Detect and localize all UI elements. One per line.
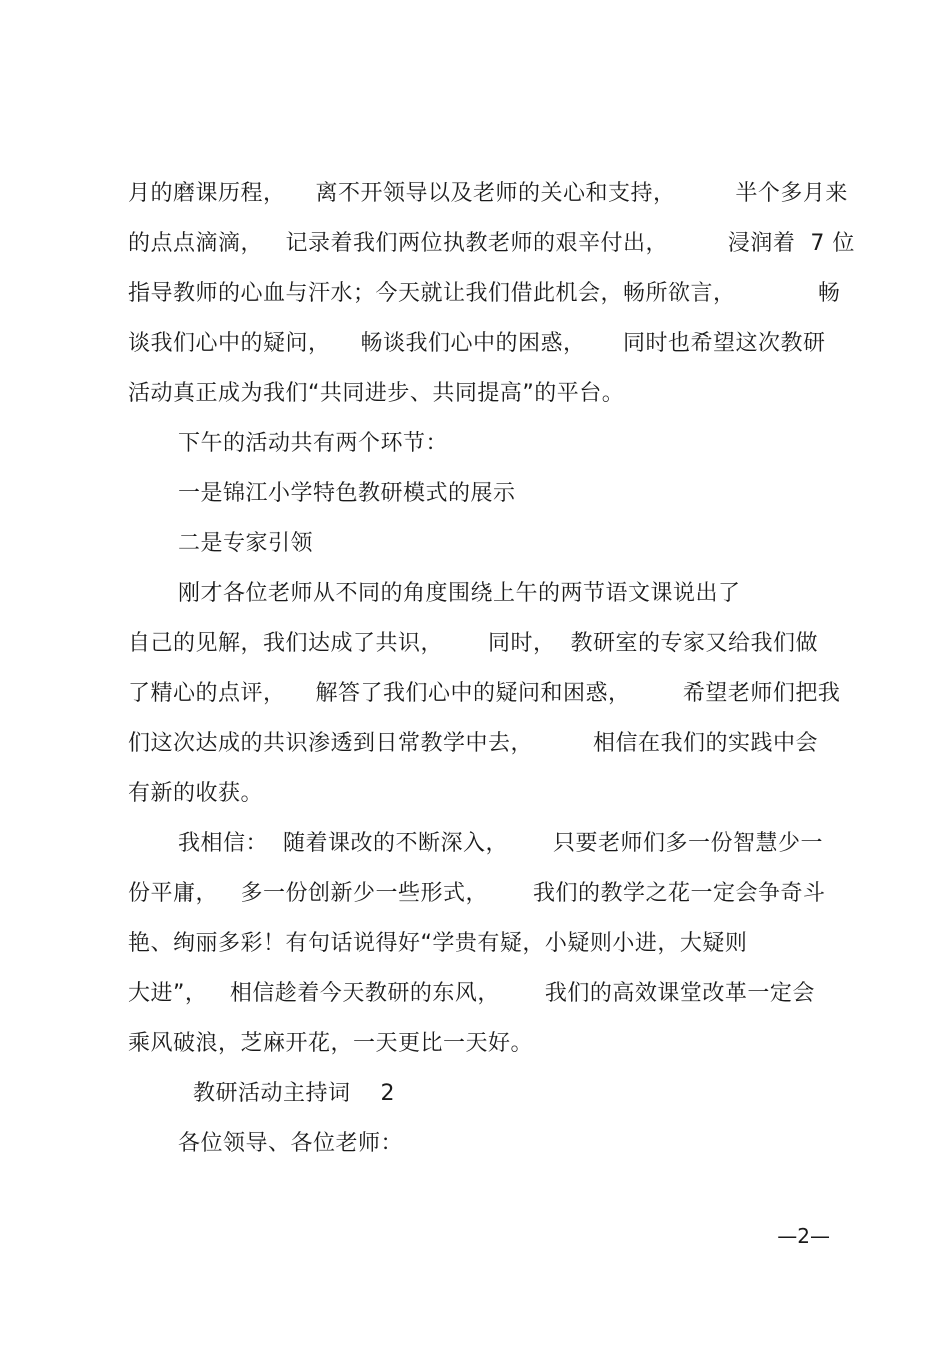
text-line: 了精心的点评， 解答了我们心中的疑问和困惑， 希望老师们把我	[128, 681, 841, 706]
text-line: 各位领导、各位老师：	[178, 1131, 404, 1156]
text-line: 自己的见解，我们达成了共识， 同时， 教研室的专家又给我们做	[128, 631, 818, 656]
text-line: 份平庸， 多一份创新少一些形式， 我们的教学之花一定会争奇斗	[128, 881, 826, 906]
text-line: 艳、绚丽多彩！有句话说得好“学贵有疑，小疑则小进，大疑则	[128, 931, 748, 956]
text-line: 我相信： 随着课改的不断深入， 只要老师们多一份智慧少一	[178, 831, 823, 856]
text-line: 刚才各位老师从不同的角度围绕上午的两节语文课说出了	[178, 581, 741, 606]
text-line: 一是锦江小学特色教研模式的展示	[178, 481, 516, 506]
text-line: 谈我们心中的疑问， 畅谈我们心中的困惑， 同时也希望这次教研	[128, 331, 826, 356]
text-line: 们这次达成的共识渗透到日常教学中去， 相信在我们的实践中会	[128, 731, 818, 756]
text-line: 活动真正成为我们“共同进步、共同提高”的平台。	[128, 381, 625, 406]
text-line: 乘风破浪，芝麻开花，一天更比一天好。	[128, 1031, 534, 1056]
text-line: 二是专家引领	[178, 531, 314, 556]
text-line: 月的磨课历程， 离不开领导以及老师的关心和支持， 半个多月来	[128, 181, 848, 206]
page-number: —2—	[777, 1224, 830, 1248]
text-line: 的点点滴滴， 记录着我们两位执教老师的艰辛付出， 浸润着 7 位	[128, 231, 855, 256]
text-line: 下午的活动共有两个环节：	[178, 431, 449, 456]
text-line: 指导教师的心血与汗水；今天就让我们借此机会，畅所欲言， 畅	[128, 281, 841, 306]
section-title: 教研活动主持词 2	[193, 1081, 395, 1106]
text-line: 有新的收获。	[128, 781, 264, 806]
text-line: 大进”， 相信趁着今天教研的东风， 我们的高效课堂改革一定会	[128, 981, 815, 1006]
